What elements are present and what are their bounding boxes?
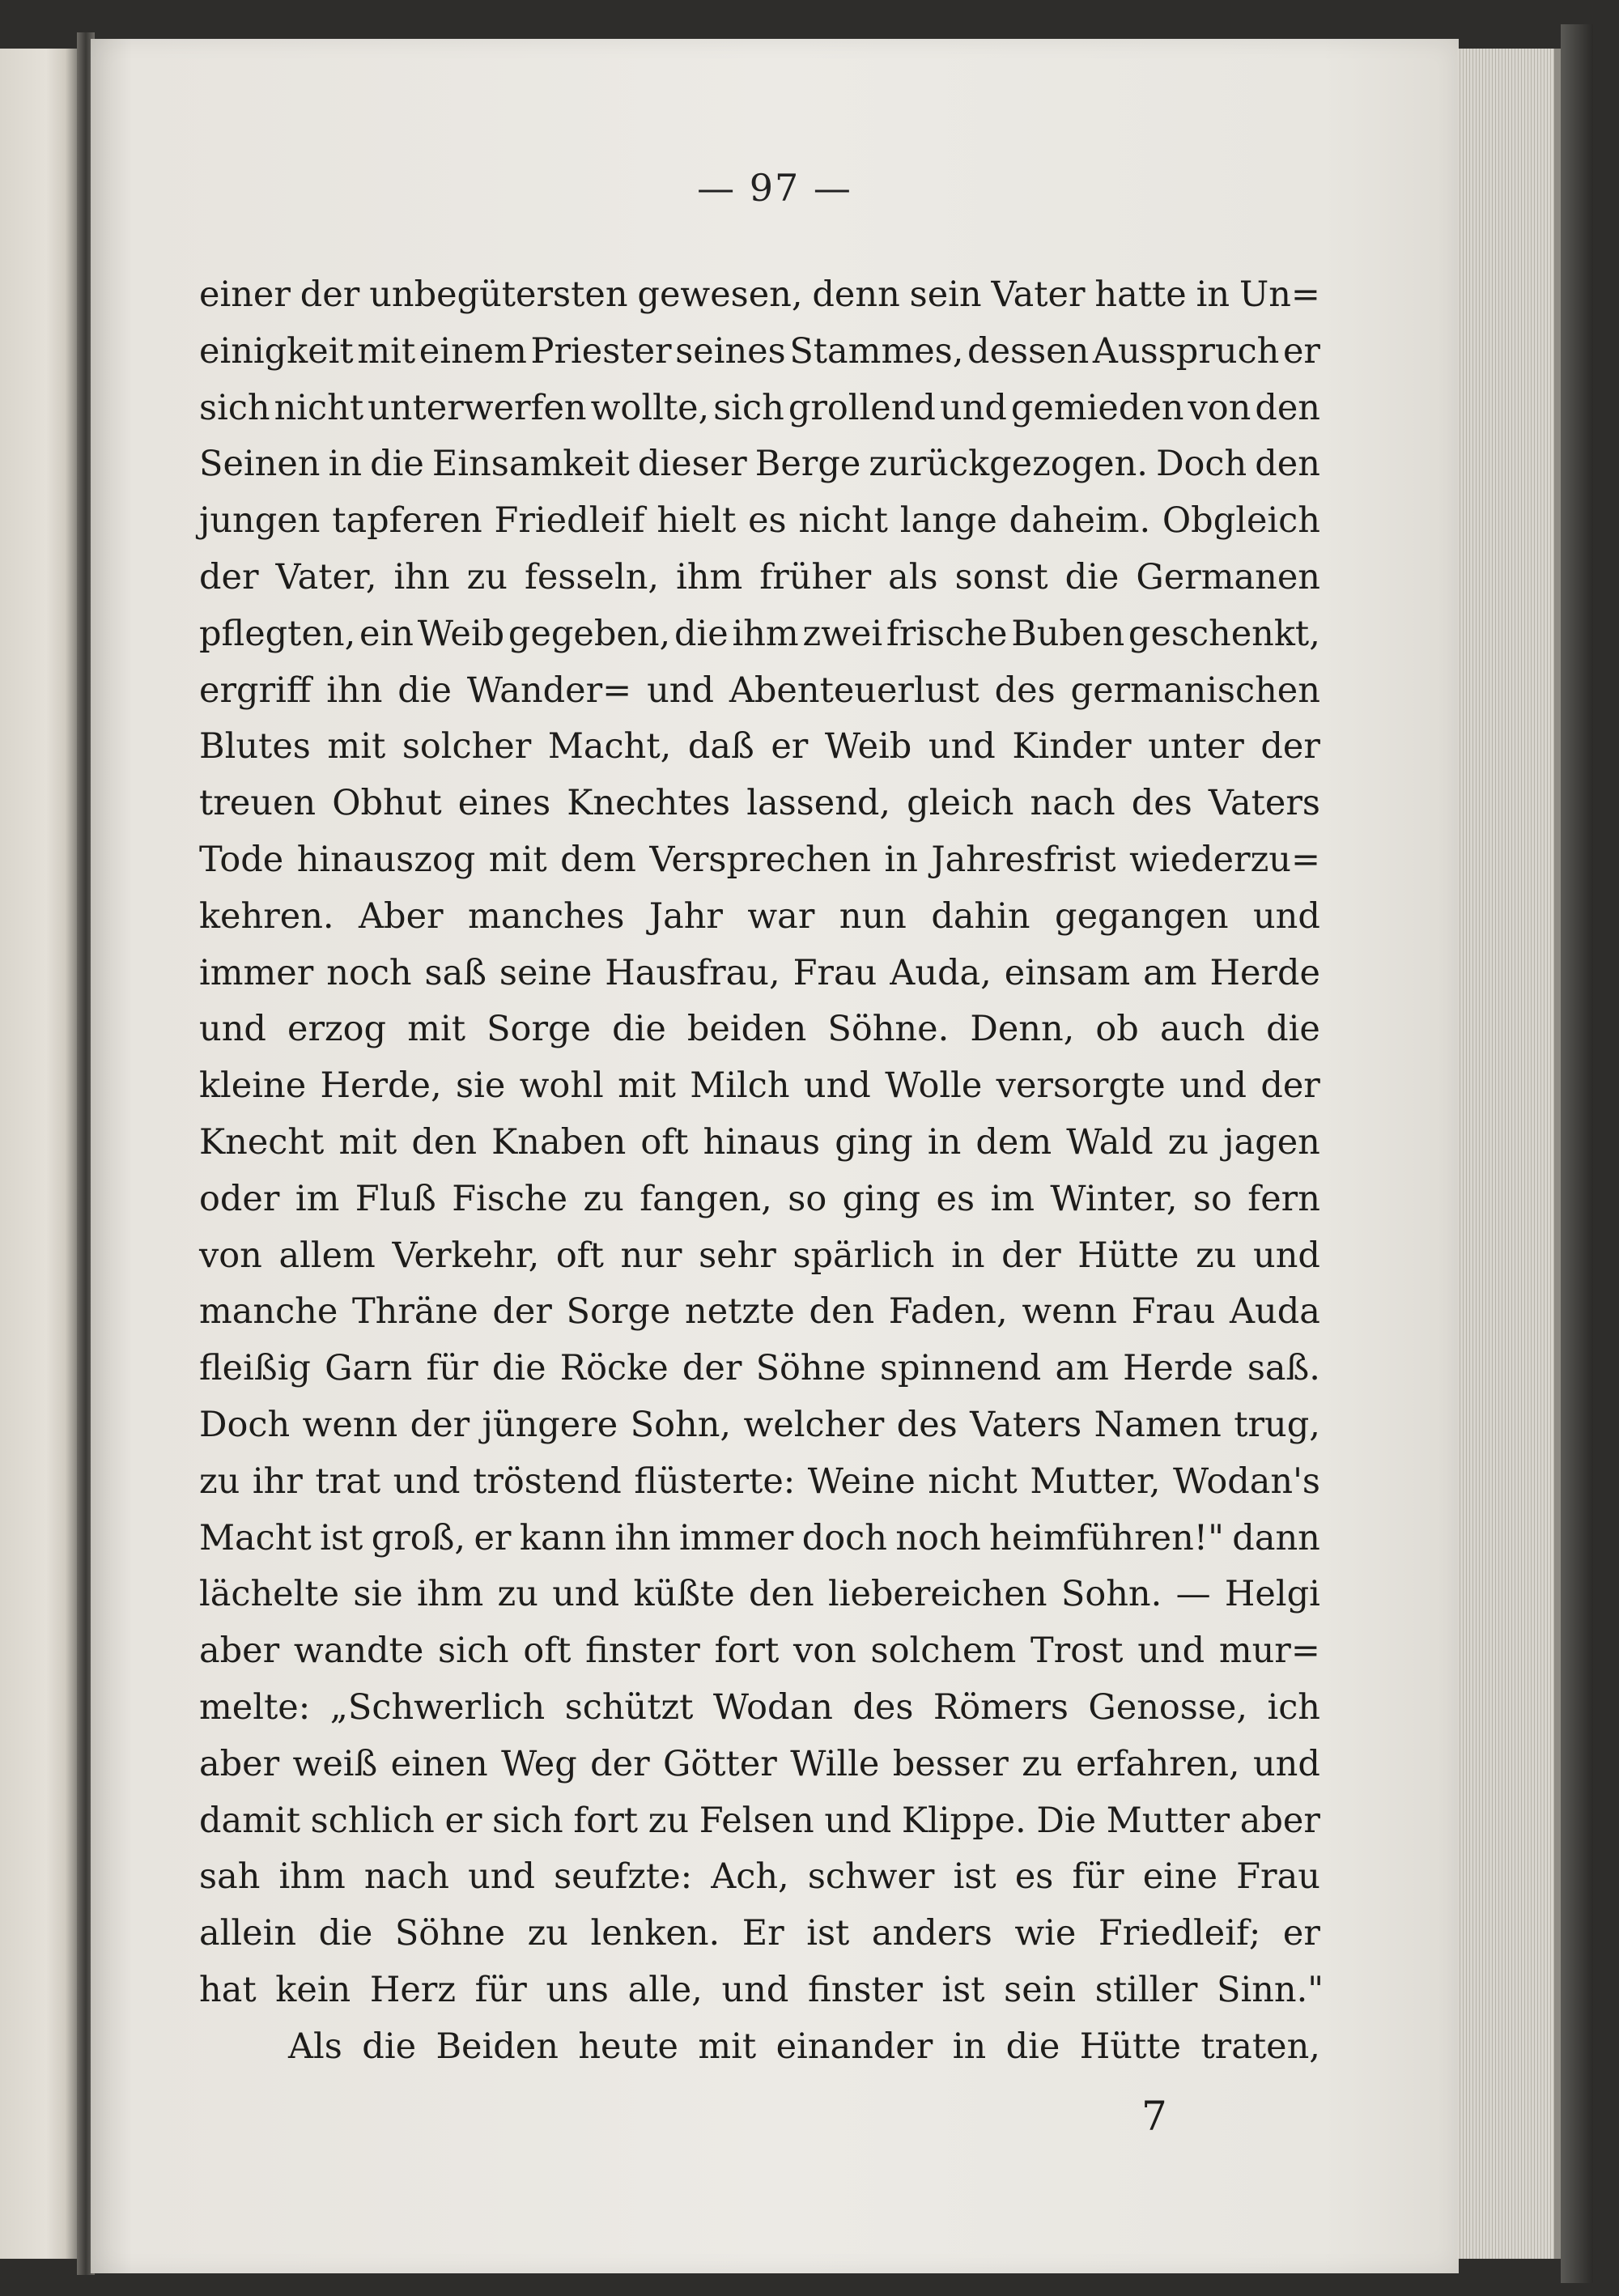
- text-line: ergriff ihn die Wander= und Abenteuerlust des germanischen: [199, 670, 1320, 711]
- text-line: einigkeit mit einem Priester seines Stammes, dessen Ausspruch er: [199, 330, 1320, 372]
- text-line: aber wandte sich oft finster fort von solchem Trost und mur=: [199, 1631, 1320, 1672]
- text-line: hat kein Herz für uns alle, und finster ist sein stiller Sinn.": [199, 1969, 1324, 2010]
- text-line: Macht ist groß, er kann ihn immer doch noch heimführen!" dann: [199, 1517, 1320, 1558]
- text-line: kleine Herde, sie wohl mit Milch und Wolle versorgte und der: [199, 1065, 1320, 1107]
- text-line: Als die Beiden heute mit einander in die Hütte traten,: [288, 2026, 1320, 2067]
- text-line: jungen tapferen Friedleif hielt es nicht lange daheim. Obgleich: [199, 500, 1320, 542]
- previous-page-edge: [0, 49, 77, 2259]
- text-line: melte: „Schwerlich schützt Wodan des Römers Genosse, ich: [199, 1686, 1320, 1728]
- text-line: treuen Obhut eines Knechtes lassend, gleich nach des Vaters: [199, 783, 1320, 824]
- text-line: kehren. Aber manches Jahr war nun dahin gegangen und: [199, 895, 1320, 937]
- text-line: aber weiß einen Weg der Götter Wille besser zu erfahren, und: [199, 1743, 1320, 1784]
- text-line: und erzog mit Sorge die beiden Söhne. Denn, ob auch die: [199, 1009, 1320, 1050]
- text-line: von allem Verkehr, oft nur sehr spärlich in der Hütte zu und: [199, 1235, 1320, 1276]
- text-line: einer der unbegütersten gewesen, denn sein Vater hatte in Un=: [199, 274, 1320, 315]
- text-line: immer noch saß seine Hausfrau, Frau Auda, einsam am Herde: [199, 952, 1320, 993]
- text-line: zu ihr trat und tröstend flüsterte: Weine nicht Mutter, Wodan's: [199, 1461, 1320, 1502]
- text-line: Seinen in die Einsamkeit dieser Berge zurückgezogen. Doch den: [199, 444, 1320, 485]
- text-line: Tode hinauszog mit dem Versprechen in Jahresfrist wiederzu=: [199, 839, 1320, 880]
- text-line: der Vater, ihn zu fesseln, ihm früher als sonst die Germanen: [199, 556, 1320, 597]
- text-line: Blutes mit solcher Macht, daß er Weib und Kinder unter der: [199, 726, 1320, 767]
- page-number-header: — 97 —: [697, 166, 852, 210]
- text-line: Doch wenn der jüngere Sohn, welcher des Vaters Namen trug,: [199, 1404, 1320, 1445]
- text-line: sah ihm nach und seufzte: Ach, schwer ist es für eine Frau: [199, 1856, 1320, 1898]
- text-line: sich nicht unterwerfen wollte, sich grollend und gemieden von den: [199, 387, 1320, 428]
- text-line: fleißig Garn für die Röcke der Söhne spinnend am Herde saß.: [199, 1348, 1320, 1389]
- text-line: manche Thräne der Sorge netzte den Faden, wenn Frau Auda: [199, 1291, 1320, 1333]
- book-cover-edge: [1561, 24, 1593, 2283]
- body-text: [199, 267, 1324, 2076]
- text-line: allein die Söhne zu lenken. Er ist anders wie Friedleif; er: [199, 1913, 1320, 1954]
- text-line: Knecht mit den Knaben oft hinaus ging in dem Wald zu jagen: [199, 1121, 1320, 1163]
- text-line: damit schlich er sich fort zu Felsen und Klippe. Die Mutter aber: [199, 1800, 1320, 1841]
- page-stack-edge: [1457, 49, 1561, 2259]
- text-line: pflegten, ein Weib gegeben, die ihm zwei frische Buben geschenkt,: [199, 613, 1320, 654]
- signature-mark: 7: [1141, 2093, 1167, 2140]
- text-line: lächelte sie ihm zu und küßte den liebereichen Sohn. — Helgi: [199, 1574, 1320, 1615]
- text-line: oder im Fluß Fische zu fangen, so ging es im Winter, so fern: [199, 1178, 1320, 1219]
